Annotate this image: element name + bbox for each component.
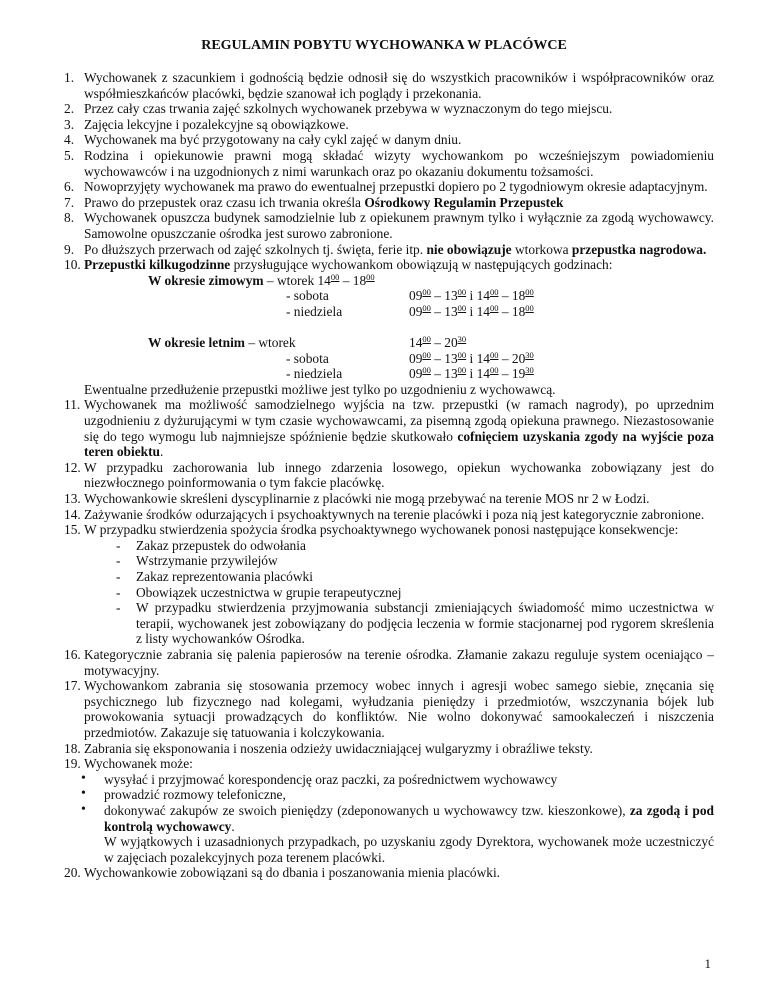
list-item: 17. Wychowankom zabrania się stosowania przemocy wobec innych i agresji wobec samego siebie, znęcania się psychicznego lub fizycznego nad kolegami, wyłudzania pieniędzy i przedmiotów, wszczynania bójek lub prowokowania sytuacji prowadzących do konfliktów. Nie wolno dokonywać samookaleczeń i niszczenia przedmiotów. Zakazuje się tatuowania i kolczykowania. — [64, 678, 714, 740]
list-item: 18. Zabrania się eksponowania i noszenia odzieży uwidaczniającej wulgaryzmy i obraźliwe teksty. — [64, 740, 593, 756]
permission-bullet: • dokonywać zakupów ze swoich pieniędzy (zdeponowanych u wychowawcy tzw. kieszonkowe), za zgodą i pod kontrolą wychowawcy. — [81, 801, 715, 834]
list-item: 10. Przepustki kilkugodzinne przysługujące wychowankom obowiązują w następujących godzinach: — [64, 257, 613, 273]
list-item: 5. Rodzina i opiekunowie prawni mogą składać wizyty wychowankom po wcześniejszym powiadomieniu wychowawców i na uzgodnionych z nimi warunkach oraz po okazaniu dokumentu tożsamości. — [64, 147, 714, 179]
regulations-list — [64, 70, 714, 881]
document-title: REGULAMIN POBYTU WYCHOWANKA W PLACÓWCE — [201, 38, 567, 53]
bullet-icon: • — [81, 786, 86, 802]
list-item: 16. Kategorycznie zabrania się palenia papierosów na terenie ośrodka. Złamanie zakazu reguluje system oceniająco – motywacyjny. — [64, 646, 714, 678]
schedule-winter-sunday: - niedziela $09^{00} - 13^{00}$ i $14^{00} - 18^{00}$ — [286, 302, 534, 319]
list-item: 11. Wychowanek ma możliwość samodzielnego wyjścia na tzw. przepustki (w ramach nagrody), po uprzednim uzgodnieniu z dyżurującymi w tym czasie wychowawcami, za pisemną zgodą opiekuna prawnego. Niezastosowanie się do tego wymogu lub najmniejsze spóźnienie będzie skutkowało cofnięciem uzyskania zgody na wyjście poza teren obiektu. — [64, 397, 715, 460]
list-item: 20. Wychowankowie zobowiązani są do dbania i poszanowania mienia placówki. — [64, 865, 501, 881]
permission-bullet: • prowadzić rozmowy telefoniczne, — [81, 786, 286, 803]
schedule-summer-tuesday: W okresie letnim – wtorek $14^{00} - 20^{30}$ — [148, 334, 467, 351]
list-item: 8. Wychowanek opuszcza budynek samodzielnie lub z opiekunem prawnym tylko i wyłącznie za zgodą wychowawcy. Samowolne opuszczanie ośrodka jest surowo zabronione. — [64, 210, 714, 241]
list-item: 3. Zajęcia lekcyjne i pozalekcyjne są obowiązkowe. — [64, 116, 349, 132]
consequence-item: - Wstrzymanie przywilejów — [116, 553, 278, 569]
list-item: 15. W przypadku stwierdzenia spożycia środka psychoaktywnego wychowanek ponosi następujące konsekwencje: — [64, 522, 679, 538]
item19-note: W wyjątkowych i uzasadnionych przypadkach, po uzyskaniu zgody Dyrektora, wychowanek może uczestniczyć w zajęciach pozalekcyjnych poza terenem placówki. — [104, 834, 714, 865]
schedule-winter-saturday: - sobota $09^{00} - 13^{00}$ i $14^{00} - 18^{00}$ — [286, 287, 534, 304]
list-item: 9. Po dłuższych przerwach od zajęć szkolnych tj. święta, ferie itp. nie obowiązuje wtorkowa przepustka nagrodowa. — [64, 241, 707, 257]
consequence-item: - W przypadku stwierdzenia przyjmowania substancji zmieniających świadomość mimo uczestnictwa w terapii, wychowanek jest zobowiązany do podjęcia leczenia w formie stacjonarnej pod rygorem skreślenia z listy wychowanków Ośrodka. — [116, 600, 714, 647]
list-item: 6. Nowoprzyjęty wychowanek ma prawo do ewentualnej przepustki dopiero po 2 tygodniowym okresie adaptacyjnym. — [64, 179, 708, 195]
schedule-winter-tuesday: W okresie zimowym – wtorek $14^{00} - 18^{00}$ — [148, 271, 375, 288]
consequence-item: - Zakaz przepustek do odwołania — [116, 537, 306, 553]
list-item: 4. Wychowanek ma być przygotowany na cały cykl zajęć w danym dniu. — [64, 132, 462, 148]
list-item: 14. Zażywanie środków odurzających i psychoaktywnych na terenie placówki i poza nią jest kategorycznie zabronione. — [64, 506, 705, 522]
list-item: 12. W przypadku zachorowania lub innego zdarzenia losowego, opiekun wychowanka zobowiązany jest do niezwłocznego poinformowania o tym fakcie placówkę. — [64, 459, 714, 491]
bullet-icon: • — [81, 801, 86, 817]
list-item: 2. Przez cały czas trwania zajęć szkolnych wychowanek przebywa w wyznaczonym do tego miejscu. — [64, 101, 613, 117]
schedule-summer-sunday: - niedziela $09^{00} - 13^{00}$ i $14^{00} - 19^{30}$ — [286, 365, 534, 382]
consequence-item: - Zakaz reprezentowania placówki — [116, 569, 313, 584]
permission-bullet: • wysyłać i przyjmować korespondencję oraz paczki, za pośrednictwem wychowawcy — [81, 770, 558, 787]
list-item: 13. Wychowankowie skreśleni dyscyplinarnie z placówki nie mogą przebywać na terenie MOS nr 2 w Łodzi. — [64, 491, 650, 507]
consequence-item: - Obowiązek uczestnictwa w grupie terapeutycznej — [116, 584, 402, 600]
schedule-summer-saturday: - sobota $09^{00} - 13^{00}$ i $14^{00} - 20^{30}$ — [286, 349, 534, 366]
item10-note: Ewentualne przedłużenie przepustki możliwe jest tylko po uzgodnieniu z wychowawcą. — [84, 381, 556, 397]
page-number: 1 — [704, 956, 711, 971]
bullet-icon: • — [81, 770, 86, 786]
list-item: 1. Wychowanek z szacunkiem i godnością będzie odnosił się do wszystkich pracowników i współpracowników oraz współmieszkańców placówki, będzie szanował ich poglądy i przekonania. — [64, 70, 714, 101]
list-item: 7. Prawo do przepustek oraz czasu ich trwania określa Ośrodkowy Regulamin Przepustek — [64, 194, 564, 210]
list-item: 19. Wychowanek może: — [64, 756, 193, 772]
